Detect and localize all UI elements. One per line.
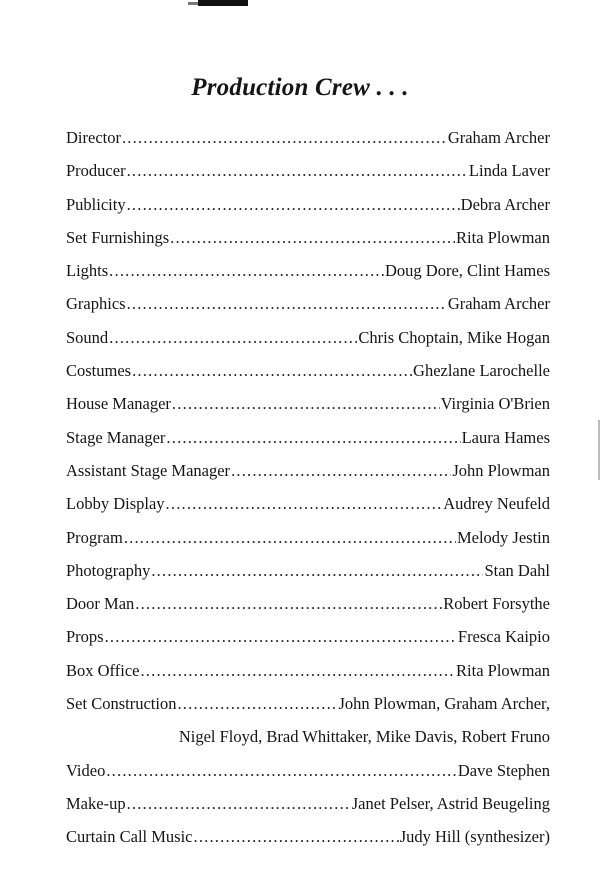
dot-leader bbox=[105, 627, 457, 647]
crew-row-set-furnishings bbox=[66, 228, 550, 261]
crew-role: Producer bbox=[66, 161, 126, 181]
crew-role: Graphics bbox=[66, 294, 126, 314]
crew-person: Melody Jestin bbox=[456, 527, 550, 547]
dot-leader bbox=[151, 561, 483, 581]
dot-leader bbox=[122, 128, 447, 148]
crew-row-photography bbox=[66, 561, 550, 594]
dot-leader bbox=[170, 228, 455, 248]
crew-person: Virginia O'Brien bbox=[440, 394, 550, 414]
crew-list bbox=[66, 128, 550, 861]
crew-person: John Plowman bbox=[452, 460, 550, 480]
crew-person: Chris Choptain, Mike Hogan bbox=[358, 327, 550, 347]
crew-role: Video bbox=[66, 760, 106, 780]
crew-row-program bbox=[66, 528, 550, 561]
crew-person: Nigel Floyd, Brad Whittaker, Mike Davis, Robert Fruno bbox=[178, 727, 550, 747]
crew-row-video bbox=[66, 761, 550, 794]
crew-row-props bbox=[66, 627, 550, 660]
crew-person: Audrey Neufeld bbox=[443, 494, 550, 514]
crew-person: Rita Plowman bbox=[456, 227, 550, 247]
crew-person: Robert Forsythe bbox=[443, 594, 550, 614]
crew-role: Costumes bbox=[66, 361, 132, 381]
crew-person: Stan Dahl bbox=[484, 560, 550, 580]
dot-leader bbox=[124, 528, 456, 548]
crew-role: Lobby Display bbox=[66, 494, 165, 514]
crew-role: Make-up bbox=[66, 793, 126, 813]
crew-role: Box Office bbox=[66, 660, 140, 680]
crew-role: Director bbox=[66, 128, 121, 147]
crew-person: Fresca Kaipio bbox=[457, 627, 550, 647]
crew-person: Graham Archer bbox=[447, 294, 550, 314]
crew-row-curtain-call-music bbox=[66, 827, 550, 860]
crew-role: Stage Manager bbox=[66, 427, 166, 447]
dot-leader bbox=[132, 361, 412, 381]
dot-leader bbox=[135, 594, 442, 614]
crew-row-lobby-display bbox=[66, 494, 550, 527]
crew-person: Laura Hames bbox=[461, 427, 550, 447]
crew-row-costumes bbox=[66, 361, 550, 394]
crew-role: Set Furnishings bbox=[66, 227, 170, 247]
crew-row-producer bbox=[66, 161, 550, 194]
dot-leader bbox=[127, 294, 447, 314]
dot-leader bbox=[127, 161, 468, 181]
crew-row-director bbox=[66, 128, 550, 161]
dot-leader bbox=[166, 494, 443, 514]
crew-person: Debra Archer bbox=[460, 194, 550, 214]
crew-role: Curtain Call Music bbox=[66, 827, 193, 847]
crew-person: Judy Hill (synthesizer) bbox=[399, 827, 550, 847]
dot-leader bbox=[106, 761, 457, 781]
dot-leader bbox=[166, 428, 460, 448]
crew-role: House Manager bbox=[66, 394, 171, 414]
dot-leader bbox=[231, 461, 451, 481]
crew-row-box-office bbox=[66, 661, 550, 694]
crew-row-assistant-stage-manager bbox=[66, 461, 550, 494]
dot-leader bbox=[172, 394, 440, 414]
crew-row-door-man bbox=[66, 594, 550, 627]
dot-leader bbox=[194, 827, 399, 847]
scan-artifact-mark bbox=[198, 0, 248, 6]
crew-row-set-construction bbox=[66, 694, 550, 727]
crew-person: Graham Archer bbox=[447, 128, 550, 147]
crew-row-stage-manager bbox=[66, 428, 550, 461]
crew-row-sound bbox=[66, 328, 550, 361]
crew-person: Janet Pelser, Astrid Beugeling bbox=[351, 793, 550, 813]
crew-person: Doug Dore, Clint Hames bbox=[385, 261, 550, 281]
crew-row-lights bbox=[66, 261, 550, 294]
crew-row-house-manager bbox=[66, 394, 550, 427]
dot-leader bbox=[127, 794, 351, 814]
crew-role: Set Construction bbox=[66, 694, 177, 714]
crew-person: Rita Plowman bbox=[456, 660, 550, 680]
crew-person: Ghezlane Larochelle bbox=[413, 361, 550, 381]
crew-row-make-up bbox=[66, 794, 550, 827]
crew-role: Door Man bbox=[66, 594, 135, 614]
dot-leader bbox=[140, 661, 455, 681]
crew-person: John Plowman, Graham Archer, bbox=[338, 694, 550, 714]
crew-role: Props bbox=[66, 627, 104, 647]
dot-leader bbox=[127, 195, 460, 215]
crew-person: Linda Laver bbox=[468, 161, 550, 181]
crew-role: Assistant Stage Manager bbox=[66, 460, 231, 480]
crew-row-publicity bbox=[66, 195, 550, 228]
crew-row-graphics bbox=[66, 294, 550, 327]
crew-row-set-construction-continued bbox=[66, 727, 550, 760]
crew-role: Program bbox=[66, 527, 123, 547]
dot-leader bbox=[109, 261, 384, 281]
dot-leader bbox=[177, 694, 337, 714]
crew-role: Sound bbox=[66, 327, 109, 347]
dot-leader bbox=[109, 328, 357, 348]
crew-person: Dave Stephen bbox=[457, 760, 550, 780]
crew-role: Lights bbox=[66, 261, 109, 281]
page-title: Production Crew . . . bbox=[191, 73, 409, 101]
crew-role: Publicity bbox=[66, 194, 126, 214]
crew-role: Photography bbox=[66, 560, 151, 580]
